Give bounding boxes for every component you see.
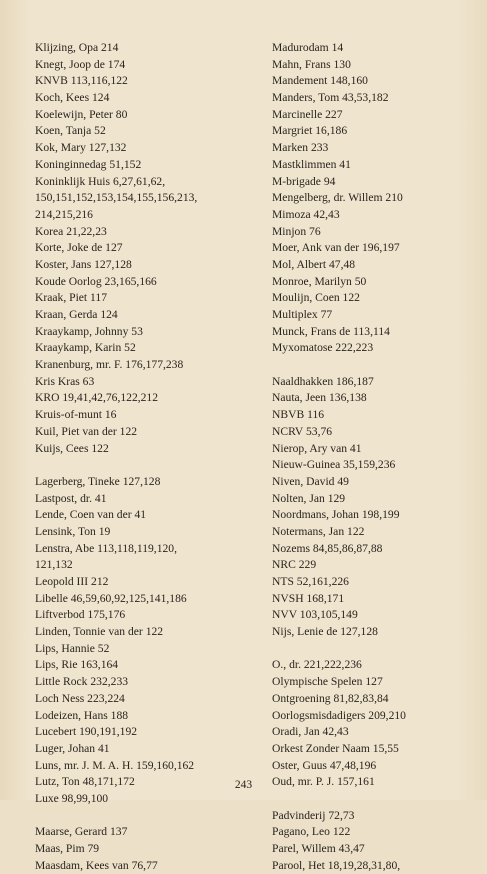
index-entry: Little Rock 232,233	[35, 675, 129, 689]
index-entry: Notermans, Jan 122	[272, 524, 365, 538]
index-entry: Moer, Ank van der 196,197	[272, 241, 400, 255]
section-gap	[272, 641, 406, 658]
index-entry: Lips, Hannie 52	[35, 641, 110, 655]
index-entry: Myxomatose 222,223	[272, 341, 374, 355]
index-entry: Kraaykamp, Karin 52	[35, 341, 136, 355]
page-number: 243	[234, 779, 253, 791]
section-gap	[272, 357, 406, 374]
index-entry: Nauta, Jeen 136,138	[272, 391, 367, 405]
index-entry: Parool, Het 18,19,28,31,80,	[272, 858, 401, 872]
index-entry: Nolten, Jan 129	[272, 491, 346, 505]
index-entry: Ontgroening 81,82,83,84	[272, 691, 389, 705]
index-entry: Liftverbod 175,176	[35, 608, 126, 622]
index-entry: NTS 52,161,226	[272, 575, 349, 588]
index-column-right	[272, 40, 406, 874]
index-entry: Loch Ness 223,224	[35, 691, 125, 705]
index-entry: Oradi, Jan 42,43	[272, 725, 349, 739]
index-entry: Marcinelle 227	[272, 107, 343, 121]
index-entry: Linden, Tonnie van der 122	[35, 625, 164, 639]
index-entry: 121,132	[35, 558, 73, 572]
index-entry: O., dr. 221,222,236	[272, 658, 362, 672]
index-entry: Lucebert 190,191,192	[35, 725, 138, 739]
index-entry: Nozems 84,85,86,87,88	[272, 541, 383, 555]
index-entry: Koelewijn, Peter 80	[35, 107, 128, 121]
index-entry: Nieuw-Guinea 35,159,236	[272, 458, 396, 472]
index-entry: Kraak, Piet 117	[35, 291, 108, 305]
index-entry: Lenstra, Abe 113,118,119,120,	[35, 541, 177, 555]
index-entry: Mandement 148,160	[272, 74, 368, 88]
index-entry: Knegt, Joop de 174	[35, 57, 126, 71]
index-entry: Mimoza 42,43	[272, 207, 340, 221]
index-entry: Naaldhakken 186,187	[272, 374, 374, 388]
index-entry: Lips, Rie 163,164	[35, 658, 119, 672]
index-entry: KNVB 113,116,122	[35, 74, 128, 88]
index-entry: Korte, Joke de 127	[35, 241, 123, 255]
index-entry: Maas, Pim 79	[35, 842, 100, 855]
index-entry: Luxe 98,99,100	[35, 791, 109, 805]
index-entry: Koninklijk Huis 6,27,61,62,	[35, 174, 166, 188]
index-entry: Pagano, Leo 122	[272, 825, 351, 839]
index-entry: Koninginnedag 51,152	[35, 157, 142, 171]
index-entry: Lastpost, dr. 41	[35, 491, 107, 505]
index-entry: Lutz, Ton 48,171,172	[35, 775, 135, 789]
index-entry: Luns, mr. J. M. A. H. 159,160,162	[35, 758, 195, 772]
index-entry: Manders, Tom 43,53,182	[272, 91, 389, 105]
index-entry: Kraaykamp, Johnny 53	[35, 324, 143, 338]
section-gap	[35, 808, 197, 825]
index-entry: Lagerberg, Tineke 127,128	[35, 474, 161, 488]
index-entry: Maarse, Gerard 137	[35, 825, 128, 839]
index-entry: Oorlogsmisdadigers 209,210	[272, 708, 406, 722]
index-entry: Kruis-of-munt 16	[35, 408, 117, 422]
index-entry: Niven, David 49	[272, 474, 349, 488]
index-entry: KRO 19,41,42,76,122,212	[35, 391, 159, 405]
index-entry: Luger, Johan 41	[35, 741, 110, 755]
index-entry: Lende, Coen van der 41	[35, 508, 147, 522]
index-entry: Minjon 76	[272, 224, 321, 238]
index-entry: NRC 229	[272, 558, 317, 572]
index-entry: Kok, Mary 127,132	[35, 141, 127, 155]
index-entry: Koen, Tanja 52	[35, 124, 106, 138]
index-entry: NVSH 168,171	[272, 591, 345, 605]
index-entry: Orkest Zonder Naam 15,55	[272, 741, 399, 755]
index-entry: Oster, Guus 47,48,196	[272, 758, 377, 772]
index-entry: Munck, Frans de 113,114	[272, 324, 390, 338]
index-entry: Olympische Spelen 127	[272, 675, 383, 689]
index-entry: Korea 21,22,23	[35, 224, 107, 238]
index-entry: Nijs, Lenie de 127,128	[272, 625, 378, 639]
index-entry: 214,215,216	[35, 207, 93, 221]
index-entry: Oud, mr. P. J. 157,161	[272, 775, 375, 789]
section-gap	[272, 791, 406, 808]
index-entry: M-brigade 94	[272, 174, 336, 188]
index-entry: Libelle 46,59,60,92,125,141,186	[35, 591, 187, 605]
index-entry: Leopold III 212	[35, 575, 109, 588]
index-entry: Padvinderij 72,73	[272, 808, 355, 822]
index-entry: Kris Kras 63	[35, 374, 95, 388]
index-entry: Nierop, Ary van 41	[272, 441, 362, 455]
index-entry: Koude Oorlog 23,165,166	[35, 274, 157, 288]
index-entry: NBVB 116	[272, 408, 325, 422]
index-entry: Kuijs, Cees 122	[35, 441, 109, 455]
index-entry: NCRV 53,76	[272, 424, 333, 438]
index-entry: Moulijn, Coen 122	[272, 291, 360, 305]
index-entry: Koster, Jans 127,128	[35, 257, 132, 271]
index-entry: Maasdam, Kees van 76,77	[35, 858, 158, 872]
index-column-left	[35, 40, 197, 874]
index-entry: Koch, Kees 124	[35, 91, 110, 105]
index-entry: 150,151,152,153,154,155,156,213,	[35, 191, 198, 205]
section-gap	[35, 457, 197, 474]
index-entry: Lensink, Ton 19	[35, 524, 111, 538]
index-entry: Kranenburg, mr. F. 176,177,238	[35, 358, 184, 372]
index-entry: Marken 233	[272, 141, 329, 155]
index-entry: Mastklimmen 41	[272, 157, 351, 171]
index-entry: Parel, Willem 43,47	[272, 842, 365, 855]
index-entry: NVV 103,105,149	[272, 608, 358, 622]
index-entry: Margriet 16,186	[272, 124, 348, 138]
index-entry: Kuil, Piet van der 122	[35, 424, 138, 438]
index-entry: Noordmans, Johan 198,199	[272, 508, 400, 522]
index-entry: Kraan, Gerda 124	[35, 308, 118, 321]
index-entry: Mol, Albert 47,48	[272, 257, 356, 271]
index-entry: Klijzing, Opa 214	[35, 41, 119, 54]
index-entry: Mahn, Frans 130	[272, 57, 351, 71]
index-entry: Monroe, Marilyn 50	[272, 274, 367, 288]
index-entry: Mengelberg, dr. Willem 210	[272, 191, 403, 205]
index-entry: Madurodam 14	[272, 41, 344, 54]
index-entry: Multiplex 77	[272, 308, 333, 321]
index-entry: Lodeizen, Hans 188	[35, 708, 129, 722]
